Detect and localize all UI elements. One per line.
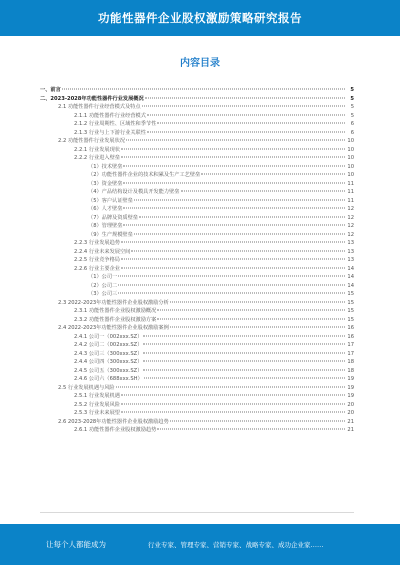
toc-entry[interactable] xyxy=(40,316,354,325)
toc-entry-page: 21 xyxy=(347,427,354,433)
toc-entry[interactable] xyxy=(40,86,354,95)
toc-entry-page: 5 xyxy=(350,95,354,102)
toc-leader-dots xyxy=(134,199,345,200)
toc-entry-page: 14 xyxy=(347,274,354,280)
toc-entry-page: 15 xyxy=(347,291,354,297)
toc-entry[interactable] xyxy=(40,129,354,138)
toc-entry-page: 20 xyxy=(347,401,354,408)
toc-entry-label: （6）人才壁垒 xyxy=(88,206,123,212)
toc-leader-dots xyxy=(143,335,345,336)
toc-entry[interactable] xyxy=(40,137,354,146)
toc-leader-dots xyxy=(157,318,345,319)
toc-leader-dots xyxy=(139,216,345,217)
toc-entry-page: 10 xyxy=(347,172,354,178)
toc-title: 内容目录 xyxy=(180,58,220,69)
toc-entry-label: （3）资金壁垒 xyxy=(88,180,123,187)
toc-entry-page: 15 xyxy=(347,308,354,314)
toc-leader-dots xyxy=(145,97,345,98)
toc-entry-page: 10 xyxy=(347,155,354,161)
toc-leader-dots xyxy=(201,174,345,175)
toc-entry-page: 21 xyxy=(347,418,354,425)
toc-entry-label: （7）品牌及资质壁垒 xyxy=(88,214,138,221)
toc-entry-page: 13 xyxy=(347,248,354,255)
toc-leader-dots xyxy=(121,395,345,396)
toc-leader-dots xyxy=(147,114,345,115)
toc-entry[interactable] xyxy=(40,409,354,418)
toc-entry-label: 2.5.1 行业发展机遇 xyxy=(74,393,120,399)
toc-leader-dots xyxy=(143,344,345,345)
toc-entry[interactable] xyxy=(40,375,354,384)
toc-entry[interactable] xyxy=(40,256,354,265)
toc-entry[interactable] xyxy=(40,358,354,367)
toc-entry-page: 5 xyxy=(350,104,354,110)
toc-entry-page: 6 xyxy=(350,121,354,127)
toc-entry-page: 12 xyxy=(347,214,354,221)
toc-entry-label: 2.4.4 公司四（300xxx.SZ） xyxy=(74,359,143,365)
toc-entry[interactable] xyxy=(40,333,354,342)
toc-entry-label: 2.2.6 行业主要企业 xyxy=(74,265,120,272)
toc-entry[interactable] xyxy=(40,299,354,308)
toc-entry-page: 12 xyxy=(347,231,354,238)
toc-entry-page: 18 xyxy=(347,359,354,365)
toc-leader-dots xyxy=(121,242,345,243)
toc-entry-label: （4）产品结构设计及模具开发能力壁垒 xyxy=(88,189,180,195)
toc-entry-label: 2.1.1 功能性器件行业经营模式 xyxy=(74,112,146,119)
toc-entry[interactable] xyxy=(40,273,354,282)
toc-entry[interactable] xyxy=(40,324,354,333)
toc-entry-label: （5）客户认证壁垒 xyxy=(88,197,133,204)
toc-entry-label: 2.4.6 公司六（688xxx.SH） xyxy=(74,376,143,382)
toc-leader-dots xyxy=(118,293,345,294)
toc-entry-page: 5 xyxy=(350,112,354,119)
toc-entry[interactable] xyxy=(40,188,354,197)
toc-entry-page: 5 xyxy=(350,87,354,93)
toc-entry-page: 10 xyxy=(347,146,354,153)
toc-leader-dots xyxy=(157,310,345,311)
toc-entry-label: 2.2.4 行业未来发展空间 xyxy=(74,248,131,255)
toc-leader-dots xyxy=(157,123,345,124)
toc-entry[interactable] xyxy=(40,341,354,350)
toc-entry-label: 2.2.1 行业发展现状 xyxy=(74,146,120,153)
toc-entry[interactable] xyxy=(40,154,354,163)
toc-entry-label: 2.6 2023-2028年功能性器件企业股权激励趋势 xyxy=(58,418,169,425)
toc-entry-label: 2.2.3 行业发展趋势 xyxy=(74,240,120,246)
toc-entry-page: 13 xyxy=(347,240,354,246)
toc-entry[interactable] xyxy=(40,282,354,291)
toc-entry-page: 16 xyxy=(347,325,354,331)
toc-leader-dots xyxy=(123,208,345,209)
toc-leader-dots xyxy=(170,420,345,421)
toc-entry-page: 10 xyxy=(347,163,354,170)
toc-entry-page: 19 xyxy=(347,384,354,391)
toc-leader-dots xyxy=(170,301,345,302)
toc-entry-label: 2.4.3 公司三（300xxx.SZ） xyxy=(74,350,143,357)
toc-entry-label: （8）管理壁垒 xyxy=(88,223,123,229)
toc-entry[interactable] xyxy=(40,180,354,189)
toc-entry-label: 二、2023-2028年功能性器件行业发展概况 xyxy=(40,95,144,102)
toc-entry[interactable] xyxy=(40,350,354,359)
toc-entry-label: （1）技术壁垒 xyxy=(88,163,123,170)
toc-entry-label: 2.4 2022-2023年功能性器件企业股权激励案例 xyxy=(58,325,169,331)
toc-entry[interactable] xyxy=(40,146,354,155)
toc-leader-dots xyxy=(116,386,345,387)
toc-entry-label: 2.4.5 公司五（300xxx.SZ） xyxy=(74,367,143,374)
table-of-contents xyxy=(40,86,354,435)
toc-leader-dots xyxy=(121,259,345,260)
footer-experts: 行业专家、管理专家、营销专家、战略专家、成功企业家…… xyxy=(148,541,324,549)
toc-entry-page: 18 xyxy=(347,367,354,374)
toc-entry-label: 2.1 功能性器件行业经营模式及特点 xyxy=(58,104,141,110)
toc-leader-dots xyxy=(134,233,345,234)
toc-entry-label: 2.2.5 行业竞争格局 xyxy=(74,257,120,263)
toc-entry[interactable] xyxy=(40,197,354,206)
toc-entry[interactable] xyxy=(40,307,354,316)
toc-entry-page: 11 xyxy=(347,189,354,195)
toc-entry-page: 19 xyxy=(347,376,354,382)
toc-entry-label: 2.4.1 公司一（002xxx.SZ） xyxy=(74,333,143,340)
toc-leader-dots xyxy=(142,106,345,107)
toc-entry[interactable] xyxy=(40,231,354,240)
toc-leader-dots xyxy=(121,157,345,158)
toc-entry[interactable] xyxy=(40,418,354,427)
toc-entry-page: 17 xyxy=(347,342,354,348)
toc-entry-page: 14 xyxy=(347,282,354,289)
toc-entry-label: 2.6.1 功能性器件企业股权激励趋势 xyxy=(74,427,157,433)
toc-entry[interactable] xyxy=(40,222,354,231)
toc-entry-label: 2.3.1 功能性器件企业股权激励概况 xyxy=(74,308,157,314)
page-header xyxy=(0,0,400,36)
toc-leader-dots xyxy=(123,225,345,226)
toc-entry-label: 2.5 行业发展机遇与风险 xyxy=(58,384,115,391)
toc-entry-label: 2.4.2 公司二（002xxx.SZ） xyxy=(74,342,143,348)
toc-leader-dots xyxy=(147,131,345,132)
toc-entry-page: 16 xyxy=(347,333,354,340)
toc-entry-label: 2.3 2022-2023年功能性器件企业股权激励分析 xyxy=(58,299,169,306)
toc-entry-page: 12 xyxy=(347,223,354,229)
toc-entry-label: 2.5.2 行业发展风险 xyxy=(74,401,120,408)
toc-entry-label: （1）公司一 xyxy=(88,274,118,280)
toc-entry-page: 15 xyxy=(347,316,354,323)
toc-entry[interactable] xyxy=(40,112,354,121)
footer-divider xyxy=(40,512,354,513)
toc-entry-label: 2.3.2 功能性器件企业股权激励方案 xyxy=(74,316,157,323)
toc-entry[interactable] xyxy=(40,265,354,274)
toc-entry[interactable] xyxy=(40,214,354,223)
toc-entry[interactable] xyxy=(40,392,354,401)
toc-entry[interactable] xyxy=(40,120,354,129)
toc-leader-dots xyxy=(157,429,345,430)
toc-entry[interactable] xyxy=(40,367,354,376)
toc-entry-label: 2.1.3 行业与上下游行业关联性 xyxy=(74,129,146,136)
toc-entry[interactable] xyxy=(40,205,354,214)
toc-entry-label: （9）生产规模壁垒 xyxy=(88,231,133,238)
toc-entry[interactable] xyxy=(40,384,354,393)
toc-leader-dots xyxy=(123,165,345,166)
toc-leader-dots xyxy=(121,267,345,268)
toc-entry-page: 11 xyxy=(347,180,354,187)
page-footer xyxy=(0,524,400,565)
toc-leader-dots xyxy=(121,403,345,404)
toc-entry-page: 17 xyxy=(347,350,354,357)
toc-entry-label: 2.2.2 行业进入壁垒 xyxy=(74,155,120,161)
toc-leader-dots xyxy=(118,276,345,277)
toc-entry[interactable] xyxy=(40,163,354,172)
toc-entry-page: 14 xyxy=(347,265,354,272)
toc-leader-dots xyxy=(126,140,345,141)
toc-entry-page: 12 xyxy=(347,206,354,212)
toc-entry[interactable] xyxy=(40,103,354,112)
toc-entry-label: 2.5.3 行业未来展望 xyxy=(74,410,120,416)
toc-entry-page: 11 xyxy=(347,197,354,204)
toc-entry-label: 一、前言 xyxy=(40,87,61,93)
toc-entry[interactable] xyxy=(40,239,354,248)
toc-leader-dots xyxy=(143,369,345,370)
toc-leader-dots xyxy=(143,352,345,353)
toc-entry[interactable] xyxy=(40,290,354,299)
toc-leader-dots xyxy=(121,148,345,149)
toc-leader-dots xyxy=(144,378,345,379)
toc-entry-page: 6 xyxy=(350,129,354,136)
toc-entry[interactable] xyxy=(40,171,354,180)
toc-entry-page: 10 xyxy=(347,138,354,144)
toc-leader-dots xyxy=(170,327,345,328)
toc-leader-dots xyxy=(118,284,345,285)
toc-entry-label: （3）公司三 xyxy=(88,291,118,297)
toc-leader-dots xyxy=(62,89,345,90)
toc-entry[interactable] xyxy=(40,426,354,435)
toc-entry-page: 15 xyxy=(347,299,354,306)
toc-entry-label: （2）公司二 xyxy=(88,282,118,289)
toc-leader-dots xyxy=(143,361,345,362)
toc-entry[interactable] xyxy=(40,248,354,257)
toc-leader-dots xyxy=(131,250,345,251)
toc-entry-page: 13 xyxy=(347,257,354,263)
toc-entry-page: 19 xyxy=(347,393,354,399)
toc-leader-dots xyxy=(181,191,346,192)
toc-entry[interactable] xyxy=(40,401,354,410)
report-title: 功能性器件企业股权激励策略研究报告 xyxy=(98,11,302,25)
toc-leader-dots xyxy=(121,412,345,413)
toc-leader-dots xyxy=(123,182,345,183)
footer-slogan: 让每个人都能成为 xyxy=(46,540,106,549)
toc-entry[interactable] xyxy=(40,95,354,104)
toc-entry-label: 2.1.2 行业周期性、区域性和季节性 xyxy=(74,121,157,127)
toc-entry-page: 20 xyxy=(347,410,354,416)
toc-entry-label: （2）功能性器件企业的技术积累及生产工艺壁垒 xyxy=(88,172,201,178)
toc-entry-label: 2.2 功能性器件行业发展状况 xyxy=(58,138,125,144)
